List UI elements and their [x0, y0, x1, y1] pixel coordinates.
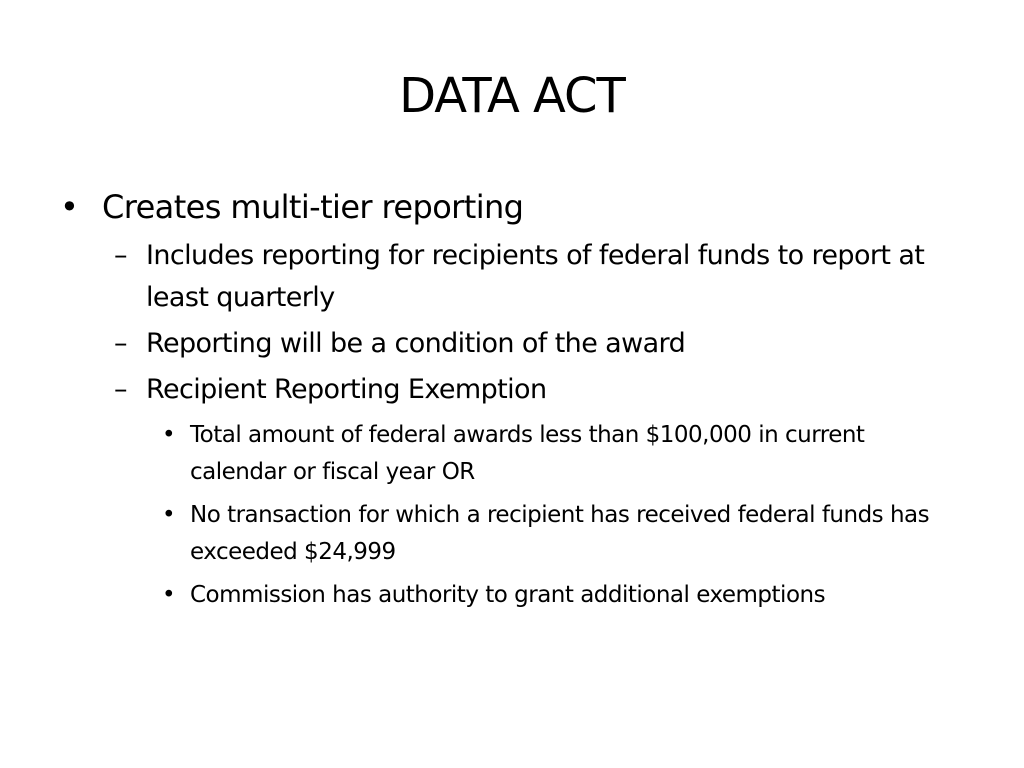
bullet-item-level-3	[146, 577, 960, 614]
bullet-item-level-2	[102, 235, 960, 319]
dash-icon: –	[114, 240, 128, 271]
bullet-item-level-1	[60, 183, 960, 231]
bullet-icon: •	[162, 582, 176, 608]
bullet-icon: •	[60, 188, 79, 226]
dash-icon: –	[114, 374, 128, 405]
bullet-text: No transaction for which a recipient has received federal funds has exceeded $24,999	[190, 502, 930, 565]
bullet-text: Total amount of federal awards less than $100,000 in current calendar or fiscal year OR	[190, 422, 865, 485]
bullet-text: Includes reporting for recipients of federal funds to report at least quarterly	[146, 240, 925, 313]
bullet-item-level-2	[102, 369, 960, 411]
bullet-list	[60, 183, 960, 614]
bullet-text: Reporting will be a condition of the award	[146, 328, 686, 359]
dash-icon: –	[114, 328, 128, 359]
bullet-item-level-3	[146, 497, 960, 571]
slide-title: DATA ACT	[399, 68, 625, 124]
bullet-text: Recipient Reporting Exemption	[146, 374, 547, 405]
bullet-icon: •	[162, 502, 176, 528]
bullet-item-level-2	[102, 323, 960, 365]
bullet-item-level-3	[146, 417, 960, 491]
bullet-text: Commission has authority to grant additional exemptions	[190, 582, 826, 608]
bullet-icon: •	[162, 422, 176, 448]
bullet-text: Creates multi-tier reporting	[102, 188, 524, 226]
